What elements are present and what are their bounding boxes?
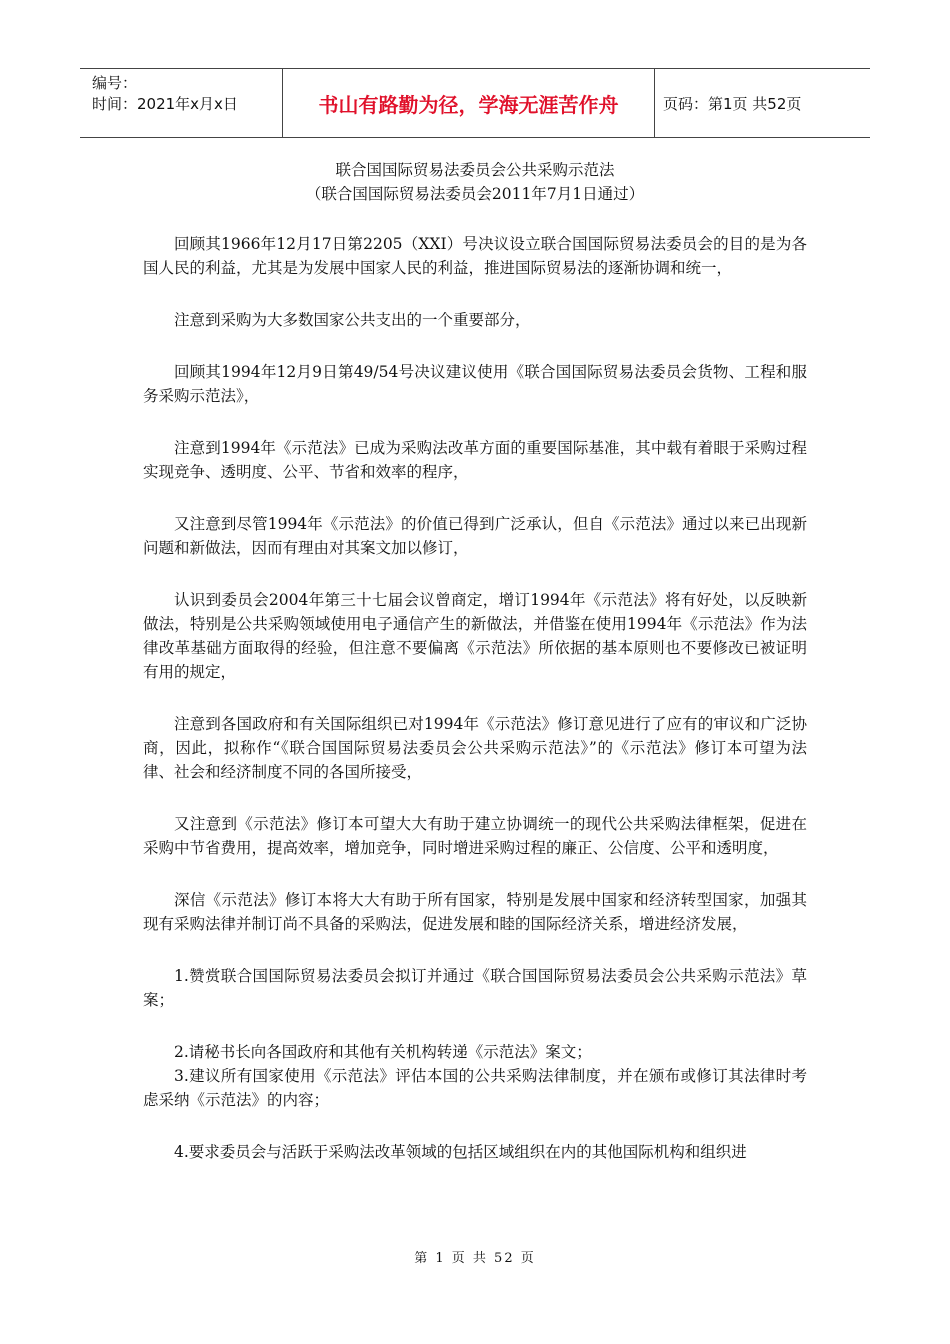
paragraph: 1.赞赏联合国国际贸易法委员会拟订并通过《联合国国际贸易法委员会公共采购示范法》草案； [143, 967, 807, 1009]
paragraph: 又注意到尽管1994年《示范法》的价值已得到广泛承认，但自《示范法》通过以来已出现新问题和新做法，因而有理由对其案文加以修订， [143, 515, 807, 557]
paragraph: 又注意到《示范法》修订本可望大大有助于建立协调统一的现代公共采购法律框架，促进在采购中节省费用，提高效率，增加竞争，同时增进采购过程的廉正、公信度、公平和透明度， [143, 815, 807, 857]
header-meta [80, 69, 282, 137]
paragraph: 注意到各国政府和有关国际组织已对1994年《示范法》修订意见进行了应有的审议和广泛协商，因此，拟称作“《联合国国际贸易法委员会公共采购示范法》”的《示范法》修订本可望为法律、社会和经济制度不同的各国所接受， [143, 715, 807, 781]
serial-number-label: 编号： [92, 74, 138, 92]
document-subtitle: （联合国国际贸易法委员会2011年7月1日通过） [305, 185, 645, 203]
document-title: 联合国国际贸易法委员会公共采购示范法 [335, 161, 615, 179]
paragraph: 回顾其1994年12月9日第49/54号决议建议使用《联合国国际贸易法委员会货物、工程和服务采购示范法》， [143, 363, 807, 405]
paragraph: 注意到采购为大多数国家公共支出的一个重要部分， [174, 311, 531, 329]
paragraph: 认识到委员会2004年第三十七届会议曾商定，增订1994年《示范法》将有好处，以反映新做法，特别是公共采购领域使用电子通信产生的新做法，并借鉴在使用1994年《示范法》作为法律改革基础方面取得的经验，但注意不要偏离《示范法》所依据的基本原则也不要修改已被证明有用的规定， [143, 591, 807, 681]
page-header [80, 68, 870, 138]
header-page-number: 页码：第1页 共52页 [663, 94, 802, 113]
paragraph: 4.要求委员会与活跃于采购法改革领域的包括区域组织在内的其他国际机构和组织进 [174, 1143, 747, 1161]
paragraph: 深信《示范法》修订本将大大有助于所有国家，特别是发展中国家和经济转型国家，加强其现有采购法律并制订尚不具备的采购法，促进发展和睦的国际经济关系，增进经济发展， [143, 891, 807, 933]
paragraph: 回顾其1966年12月17日第2205（XXI）号决议设立联合国国际贸易法委员会的目的是为各国人民的利益，尤其是为发展中国家人民的利益，推进国际贸易法的逐渐协调和统一， [143, 235, 807, 277]
document-body [143, 158, 807, 1192]
paragraph: 3.建议所有国家使用《示范法》评估本国的公共采购法律制度，并在颁布或修订其法律时考虑采纳《示范法》的内容； [143, 1067, 807, 1109]
page-footer: 第 1 页 共 52 页 [414, 1251, 536, 1266]
paragraph: 注意到1994年《示范法》已成为采购法改革方面的重要国际基准，其中载有着眼于采购过程实现竞争、透明度、公平、节省和效率的程序， [143, 439, 807, 481]
time-label: 时间：2021年x月x日 [92, 95, 238, 113]
paragraph: 2.请秘书长向各国政府和其他有关机构转递《示范法》案文； [174, 1043, 592, 1061]
header-motto: 书山有路勤为径，学海无涯苦作舟 [282, 69, 655, 137]
